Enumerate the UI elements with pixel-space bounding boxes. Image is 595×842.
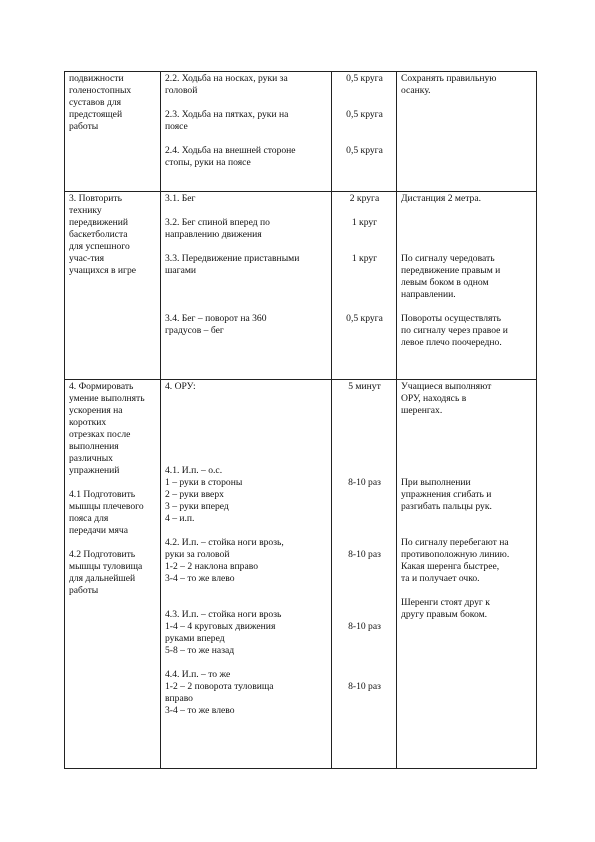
amount-text: 0,5 круга [346, 109, 383, 120]
goal-text: 4.1 Подготовить мышцы плечевого пояса для передачи мяча [69, 489, 144, 536]
goal-cell [65, 192, 161, 380]
exercise-text: 4.4. И.п. – то же 1-2 – 2 поворота туловища вправо 3-4 – то же влево [165, 669, 274, 716]
note-text: Учащиеся выполняют ОРУ, находясь в шеренгах. [401, 381, 492, 416]
content-cell [161, 192, 332, 380]
amount-text: 0,5 круга [346, 145, 383, 156]
amount-cell [332, 72, 397, 192]
exercise-text: 3.4. Бег – поворот на 360 градусов – бег [165, 313, 267, 336]
note-text: Сохранять правильную осанку. [401, 73, 497, 96]
content-cell [161, 72, 332, 192]
content-cell [161, 380, 332, 769]
notes-cell [397, 72, 537, 192]
amount-text: 1 круг [351, 253, 378, 264]
amount-text: 0,5 круга [346, 313, 383, 324]
note-text: По сигналу перебегают на противоположную линию. Какая шеренга быстрее, та и получает очко. [401, 537, 510, 584]
note-text: При выполнении упражнения сгибать и разгибать пальцы рук. [401, 477, 492, 512]
notes-cell [397, 192, 537, 380]
amount-cell [332, 380, 397, 769]
exercise-text: 2.4. Ходьба на внешней стороне стопы, руки на поясе [165, 145, 296, 168]
note-text: По сигналу чередовать передвижение правым и левым боком в одном направлении. [401, 253, 501, 300]
goal-text: 4. Формировать умение выполнять ускорения на коротких отрезках после выполнения различных упражнений [69, 381, 145, 476]
goal-cell [65, 72, 161, 192]
table-row [65, 72, 537, 192]
table-row [65, 380, 537, 769]
table-row [65, 192, 537, 380]
exercise-text: 3.3. Передвижение приставными шагами [165, 253, 300, 276]
amount-text: 5 минут [348, 381, 381, 392]
goal-text: подвижности голеностопных суставов для предстоящей работы [69, 73, 132, 132]
goal-text: 3. Повторить технику передвижений баскетболиста для успешного учас-тия учащихся в игре [69, 193, 137, 276]
exercise-text: 4.1. И.п. – о.с. 1 – руки в стороны 2 – руки вверх 3 – руки вперед 4 – и.п. [165, 465, 243, 524]
amount-text: 2 круга [349, 193, 380, 204]
amount-text: 8-10 раз [348, 477, 381, 488]
exercise-text: 2.2. Ходьба на носках, руки за головой [165, 73, 288, 96]
amount-text: 0,5 круга [346, 73, 383, 84]
amount-cell [332, 192, 397, 380]
amount-text: 1 круг [351, 217, 378, 228]
goal-cell [65, 380, 161, 769]
exercise-text: 4.2. И.п. – стойка ноги врозь, руки за головой 1-2 – 2 наклона вправо 3-4 – то же влево [165, 537, 284, 584]
exercise-text: 2.3. Ходьба на пятках, руки на поясе [165, 109, 289, 132]
lesson-plan-table [64, 71, 537, 769]
amount-text: 8-10 раз [348, 621, 381, 632]
goal-text: 4.2 Подготовить мышцы туловища для дальнейшей работы [69, 549, 143, 596]
amount-text: 8-10 раз [348, 681, 381, 692]
exercise-text: 4.3. И.п. – стойка ноги врозь 1-4 – 4 круговых движения руками вперед 5-8 – то же назад [165, 609, 282, 656]
exercise-text: 4. ОРУ: [165, 381, 196, 392]
note-text: Повороты осуществлять по сигналу через правое и левое плечо поочередно. [401, 313, 508, 348]
amount-text: 8-10 раз [348, 549, 381, 560]
exercise-text: 3.2. Бег спиной вперед по направлению движения [165, 217, 270, 240]
notes-cell [397, 380, 537, 769]
note-text: Дистанция 2 метра. [401, 193, 482, 204]
note-text: Шеренги стоят друг к другу правым боком. [401, 597, 490, 620]
exercise-text: 3.1. Бег [165, 193, 196, 204]
